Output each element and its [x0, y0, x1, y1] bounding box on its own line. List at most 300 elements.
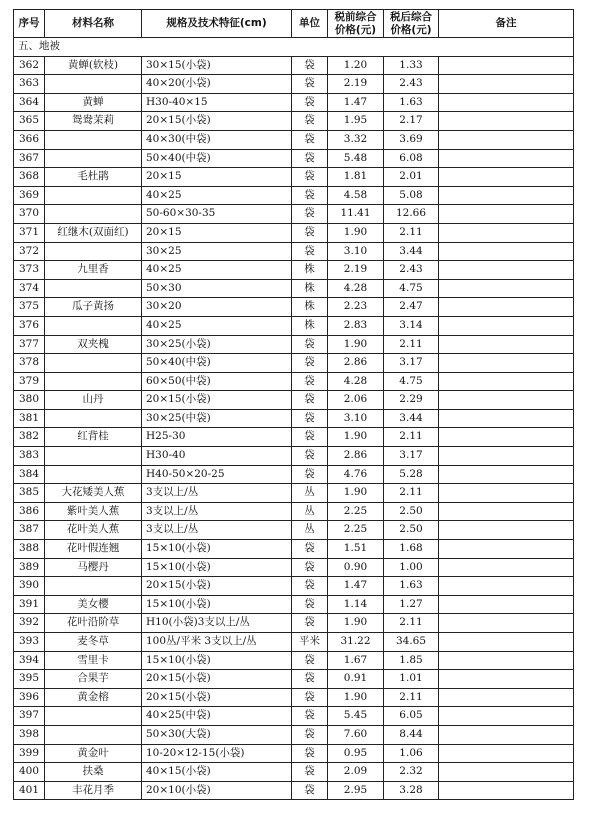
cell-spec: 20×15(小袋) [142, 688, 292, 707]
cell-unit: 袋 [292, 725, 328, 744]
cell-unit: 袋 [292, 75, 328, 94]
cell-spec: 50×30(大袋) [142, 725, 292, 744]
cell-seq: 362 [14, 56, 45, 75]
cell-spec: 40×15(小袋) [142, 763, 292, 782]
cell-seq: 365 [14, 112, 45, 131]
cell-pre-tax-price: 3.10 [328, 409, 384, 428]
cell-remark [439, 56, 574, 75]
cell-post-tax-price: 2.11 [384, 223, 439, 242]
cell-unit: 株 [292, 261, 328, 280]
table-row [14, 540, 574, 559]
cell-pre-tax-price: 4.58 [328, 186, 384, 205]
cell-unit: 袋 [292, 707, 328, 726]
table-row [14, 688, 574, 707]
cell-post-tax-price: 5.08 [384, 186, 439, 205]
cell-spec: H30-40×15 [142, 93, 292, 112]
cell-unit: 袋 [292, 540, 328, 559]
cell-unit: 袋 [292, 763, 328, 782]
cell-pre-tax-price: 11.41 [328, 205, 384, 224]
cell-seq: 363 [14, 75, 45, 94]
cell-remark [439, 409, 574, 428]
cell-post-tax-price: 6.05 [384, 707, 439, 726]
cell-spec: H25-30 [142, 428, 292, 447]
cell-spec: 30×25 [142, 242, 292, 261]
cell-material: 马樱丹 [45, 558, 142, 577]
cell-unit: 平米 [292, 633, 328, 652]
cell-spec: 15×10(小袋) [142, 595, 292, 614]
cell-post-tax-price: 3.28 [384, 781, 439, 800]
cell-pre-tax-price: 1.47 [328, 93, 384, 112]
cell-material [45, 242, 142, 261]
cell-unit: 袋 [292, 744, 328, 763]
header-remark: 备注 [439, 10, 574, 38]
cell-material: 扶桑 [45, 763, 142, 782]
cell-remark [439, 502, 574, 521]
cell-material: 黄金叶 [45, 744, 142, 763]
table-row [14, 354, 574, 373]
table-row [14, 168, 574, 187]
cell-spec: 20×15(小袋) [142, 577, 292, 596]
cell-remark [439, 595, 574, 614]
cell-seq: 390 [14, 577, 45, 596]
cell-seq: 381 [14, 409, 45, 428]
table-row [14, 409, 574, 428]
table-row [14, 112, 574, 131]
cell-remark [439, 428, 574, 447]
cell-post-tax-price: 3.44 [384, 242, 439, 261]
cell-spec: 60×50(中袋) [142, 372, 292, 391]
cell-seq: 387 [14, 521, 45, 540]
cell-material [45, 577, 142, 596]
cell-seq: 364 [14, 93, 45, 112]
cell-unit: 袋 [292, 465, 328, 484]
cell-pre-tax-price: 1.90 [328, 688, 384, 707]
cell-remark [439, 112, 574, 131]
cell-remark [439, 242, 574, 261]
cell-material [45, 130, 142, 149]
table-row [14, 130, 574, 149]
cell-post-tax-price: 1.00 [384, 558, 439, 577]
cell-material: 双夹槐 [45, 335, 142, 354]
cell-unit: 袋 [292, 186, 328, 205]
table-row [14, 279, 574, 298]
cell-remark [439, 540, 574, 559]
cell-seq: 371 [14, 223, 45, 242]
cell-pre-tax-price: 2.95 [328, 781, 384, 800]
cell-pre-tax-price: 5.48 [328, 149, 384, 168]
cell-seq: 368 [14, 168, 45, 187]
cell-post-tax-price: 1.06 [384, 744, 439, 763]
cell-post-tax-price: 5.28 [384, 465, 439, 484]
cell-pre-tax-price: 2.86 [328, 354, 384, 373]
cell-material [45, 205, 142, 224]
cell-spec: 20×15(小袋) [142, 670, 292, 689]
cell-pre-tax-price: 1.81 [328, 168, 384, 187]
cell-seq: 373 [14, 261, 45, 280]
cell-remark [439, 354, 574, 373]
cell-pre-tax-price: 2.86 [328, 447, 384, 466]
cell-unit: 袋 [292, 205, 328, 224]
cell-spec: 20×10(小袋) [142, 781, 292, 800]
table-row [14, 558, 574, 577]
table-row [14, 186, 574, 205]
cell-spec: 3支以上/丛 [142, 502, 292, 521]
cell-post-tax-price: 1.27 [384, 595, 439, 614]
cell-post-tax-price: 1.63 [384, 577, 439, 596]
cell-seq: 384 [14, 465, 45, 484]
cell-post-tax-price: 1.68 [384, 540, 439, 559]
cell-spec: 40×20(小袋) [142, 75, 292, 94]
cell-post-tax-price: 2.50 [384, 521, 439, 540]
cell-material: 美女樱 [45, 595, 142, 614]
cell-seq: 383 [14, 447, 45, 466]
cell-post-tax-price: 3.17 [384, 354, 439, 373]
cell-spec: 40×25 [142, 186, 292, 205]
table-row [14, 502, 574, 521]
cell-seq: 393 [14, 633, 45, 652]
cell-seq: 392 [14, 614, 45, 633]
cell-unit: 袋 [292, 56, 328, 75]
cell-pre-tax-price: 0.90 [328, 558, 384, 577]
cell-unit: 丛 [292, 484, 328, 503]
cell-material [45, 316, 142, 335]
cell-unit: 袋 [292, 93, 328, 112]
cell-unit: 袋 [292, 577, 328, 596]
cell-post-tax-price: 8.44 [384, 725, 439, 744]
header-pre-tax-price: 税前综合价格(元) [328, 10, 384, 38]
cell-pre-tax-price: 0.95 [328, 744, 384, 763]
cell-remark [439, 186, 574, 205]
cell-seq: 397 [14, 707, 45, 726]
cell-pre-tax-price: 1.90 [328, 223, 384, 242]
cell-post-tax-price: 2.47 [384, 298, 439, 317]
cell-pre-tax-price: 0.91 [328, 670, 384, 689]
cell-remark [439, 205, 574, 224]
cell-seq: 396 [14, 688, 45, 707]
cell-post-tax-price: 2.43 [384, 75, 439, 94]
cell-unit: 株 [292, 316, 328, 335]
cell-post-tax-price: 2.29 [384, 391, 439, 410]
cell-remark [439, 614, 574, 633]
cell-post-tax-price: 3.44 [384, 409, 439, 428]
header-spec: 规格及技术特征(cm) [142, 10, 292, 38]
table-row [14, 781, 574, 800]
cell-pre-tax-price: 1.90 [328, 614, 384, 633]
cell-seq: 374 [14, 279, 45, 298]
cell-seq: 376 [14, 316, 45, 335]
table-row [14, 447, 574, 466]
cell-pre-tax-price: 4.76 [328, 465, 384, 484]
cell-spec: 40×25(中袋) [142, 707, 292, 726]
cell-unit: 袋 [292, 242, 328, 261]
cell-material [45, 279, 142, 298]
cell-material: 花叶沿阶草 [45, 614, 142, 633]
cell-pre-tax-price: 1.51 [328, 540, 384, 559]
cell-spec: 10-20×12-15(小袋) [142, 744, 292, 763]
cell-unit: 丛 [292, 502, 328, 521]
table-row [14, 93, 574, 112]
cell-spec: 20×15 [142, 223, 292, 242]
cell-seq: 379 [14, 372, 45, 391]
table-row [14, 428, 574, 447]
cell-seq: 395 [14, 670, 45, 689]
cell-remark [439, 521, 574, 540]
cell-material [45, 707, 142, 726]
cell-remark [439, 633, 574, 652]
table-row [14, 149, 574, 168]
cell-pre-tax-price: 2.19 [328, 261, 384, 280]
cell-unit: 袋 [292, 428, 328, 447]
cell-post-tax-price: 2.17 [384, 112, 439, 131]
cell-remark [439, 688, 574, 707]
price-table [13, 9, 574, 800]
cell-remark [439, 168, 574, 187]
cell-pre-tax-price: 1.14 [328, 595, 384, 614]
cell-remark [439, 279, 574, 298]
cell-pre-tax-price: 2.83 [328, 316, 384, 335]
cell-post-tax-price: 4.75 [384, 372, 439, 391]
cell-post-tax-price: 12.66 [384, 205, 439, 224]
cell-spec: 15×10(小袋) [142, 651, 292, 670]
cell-post-tax-price: 2.43 [384, 261, 439, 280]
cell-pre-tax-price: 3.10 [328, 242, 384, 261]
cell-remark [439, 93, 574, 112]
cell-remark [439, 298, 574, 317]
cell-unit: 袋 [292, 112, 328, 131]
cell-material: 瓜子黄扬 [45, 298, 142, 317]
cell-seq: 388 [14, 540, 45, 559]
cell-pre-tax-price: 4.28 [328, 279, 384, 298]
header-unit: 单位 [292, 10, 328, 38]
cell-pre-tax-price: 1.47 [328, 577, 384, 596]
cell-seq: 401 [14, 781, 45, 800]
cell-post-tax-price: 1.63 [384, 93, 439, 112]
cell-remark [439, 149, 574, 168]
cell-seq: 377 [14, 335, 45, 354]
cell-remark [439, 781, 574, 800]
cell-spec: 30×20 [142, 298, 292, 317]
cell-unit: 袋 [292, 149, 328, 168]
table-row [14, 484, 574, 503]
cell-remark [439, 391, 574, 410]
cell-seq: 375 [14, 298, 45, 317]
cell-material [45, 186, 142, 205]
cell-unit: 袋 [292, 409, 328, 428]
section-title: 五、地被 [14, 38, 574, 57]
cell-material [45, 354, 142, 373]
cell-spec: 3支以上/丛 [142, 484, 292, 503]
cell-material: 麦冬草 [45, 633, 142, 652]
header-material: 材料名称 [45, 10, 142, 38]
cell-seq: 399 [14, 744, 45, 763]
cell-post-tax-price: 2.11 [384, 484, 439, 503]
cell-spec: 100丛/平米 3支以上/丛 [142, 633, 292, 652]
cell-unit: 袋 [292, 670, 328, 689]
cell-remark [439, 670, 574, 689]
cell-material [45, 149, 142, 168]
table-row [14, 725, 574, 744]
cell-post-tax-price: 1.33 [384, 56, 439, 75]
cell-spec: 50×40(中袋) [142, 149, 292, 168]
cell-post-tax-price: 2.32 [384, 763, 439, 782]
cell-seq: 389 [14, 558, 45, 577]
cell-unit: 袋 [292, 372, 328, 391]
cell-material: 山丹 [45, 391, 142, 410]
table-row [14, 372, 574, 391]
cell-pre-tax-price: 1.95 [328, 112, 384, 131]
cell-unit: 袋 [292, 614, 328, 633]
table-row [14, 651, 574, 670]
cell-material: 合果芋 [45, 670, 142, 689]
cell-spec: 50×30 [142, 279, 292, 298]
cell-remark [439, 725, 574, 744]
cell-seq: 400 [14, 763, 45, 782]
cell-spec: H30-40 [142, 447, 292, 466]
cell-spec: 15×10(小袋) [142, 540, 292, 559]
table-row [14, 465, 574, 484]
cell-pre-tax-price: 31.22 [328, 633, 384, 652]
table-row [14, 242, 574, 261]
cell-spec: 30×25(小袋) [142, 335, 292, 354]
cell-pre-tax-price: 3.32 [328, 130, 384, 149]
cell-material [45, 75, 142, 94]
cell-spec: 15×10(小袋) [142, 558, 292, 577]
cell-post-tax-price: 34.65 [384, 633, 439, 652]
cell-seq: 385 [14, 484, 45, 503]
cell-remark [439, 577, 574, 596]
cell-seq: 378 [14, 354, 45, 373]
cell-remark [439, 372, 574, 391]
cell-material: 鸳鸯茉莉 [45, 112, 142, 131]
cell-spec: 30×25(中袋) [142, 409, 292, 428]
cell-remark [439, 651, 574, 670]
cell-pre-tax-price: 2.23 [328, 298, 384, 317]
cell-remark [439, 335, 574, 354]
table-row [14, 614, 574, 633]
cell-spec: 3支以上/丛 [142, 521, 292, 540]
cell-material: 花叶假连翘 [45, 540, 142, 559]
cell-pre-tax-price: 1.90 [328, 428, 384, 447]
cell-post-tax-price: 1.85 [384, 651, 439, 670]
cell-spec: 20×15(小袋) [142, 391, 292, 410]
table-row [14, 707, 574, 726]
cell-material: 九里香 [45, 261, 142, 280]
cell-material: 黄金榕 [45, 688, 142, 707]
cell-spec: 40×30(中袋) [142, 130, 292, 149]
cell-material [45, 725, 142, 744]
cell-spec: 30×15(小袋) [142, 56, 292, 75]
header-seq: 序号 [14, 10, 45, 38]
cell-post-tax-price: 2.11 [384, 614, 439, 633]
cell-material: 黄蝉 [45, 93, 142, 112]
table-header-row [14, 10, 574, 38]
cell-material: 黄蝉(软枝) [45, 56, 142, 75]
cell-material: 毛杜鹃 [45, 168, 142, 187]
cell-remark [439, 465, 574, 484]
cell-material: 大花矮美人蕉 [45, 484, 142, 503]
cell-remark [439, 763, 574, 782]
cell-post-tax-price: 3.14 [384, 316, 439, 335]
cell-unit: 袋 [292, 130, 328, 149]
cell-remark [439, 744, 574, 763]
cell-post-tax-price: 2.11 [384, 335, 439, 354]
cell-post-tax-price: 2.11 [384, 428, 439, 447]
cell-post-tax-price: 2.11 [384, 688, 439, 707]
cell-unit: 袋 [292, 688, 328, 707]
cell-unit: 株 [292, 279, 328, 298]
cell-remark [439, 447, 574, 466]
cell-remark [439, 707, 574, 726]
cell-remark [439, 316, 574, 335]
cell-unit: 袋 [292, 447, 328, 466]
table-row [14, 763, 574, 782]
table-row [14, 298, 574, 317]
cell-material [45, 465, 142, 484]
cell-material [45, 372, 142, 391]
cell-unit: 丛 [292, 521, 328, 540]
table-row [14, 205, 574, 224]
table-row [14, 595, 574, 614]
table-row [14, 577, 574, 596]
cell-post-tax-price: 3.69 [384, 130, 439, 149]
table-row [14, 75, 574, 94]
cell-material: 花叶美人蕉 [45, 521, 142, 540]
cell-spec: 50×40(中袋) [142, 354, 292, 373]
cell-unit: 袋 [292, 335, 328, 354]
cell-seq: 382 [14, 428, 45, 447]
table-row [14, 56, 574, 75]
cell-unit: 袋 [292, 168, 328, 187]
table-row [14, 391, 574, 410]
cell-spec: 50-60×30-35 [142, 205, 292, 224]
cell-pre-tax-price: 2.25 [328, 521, 384, 540]
cell-remark [439, 484, 574, 503]
price-table-page [13, 9, 573, 800]
cell-spec: H10(小袋)3支以上/丛 [142, 614, 292, 633]
cell-unit: 袋 [292, 781, 328, 800]
cell-pre-tax-price: 2.25 [328, 502, 384, 521]
cell-post-tax-price: 6.08 [384, 149, 439, 168]
cell-seq: 367 [14, 149, 45, 168]
cell-unit: 袋 [292, 595, 328, 614]
table-row [14, 223, 574, 242]
cell-seq: 372 [14, 242, 45, 261]
cell-pre-tax-price: 7.60 [328, 725, 384, 744]
cell-spec: 20×15 [142, 168, 292, 187]
cell-material: 红继木(双面红) [45, 223, 142, 242]
cell-spec: 20×15(小袋) [142, 112, 292, 131]
cell-post-tax-price: 4.75 [384, 279, 439, 298]
cell-seq: 394 [14, 651, 45, 670]
table-row [14, 316, 574, 335]
cell-material: 红背桂 [45, 428, 142, 447]
cell-remark [439, 130, 574, 149]
cell-post-tax-price: 2.50 [384, 502, 439, 521]
cell-seq: 369 [14, 186, 45, 205]
table-row [14, 335, 574, 354]
cell-material: 雪里卡 [45, 651, 142, 670]
cell-material: 紫叶美人蕉 [45, 502, 142, 521]
cell-pre-tax-price: 1.67 [328, 651, 384, 670]
cell-seq: 380 [14, 391, 45, 410]
cell-material [45, 447, 142, 466]
cell-seq: 398 [14, 725, 45, 744]
cell-post-tax-price: 2.01 [384, 168, 439, 187]
cell-pre-tax-price: 2.06 [328, 391, 384, 410]
cell-seq: 370 [14, 205, 45, 224]
table-row [14, 633, 574, 652]
cell-spec: H40-50×20-25 [142, 465, 292, 484]
